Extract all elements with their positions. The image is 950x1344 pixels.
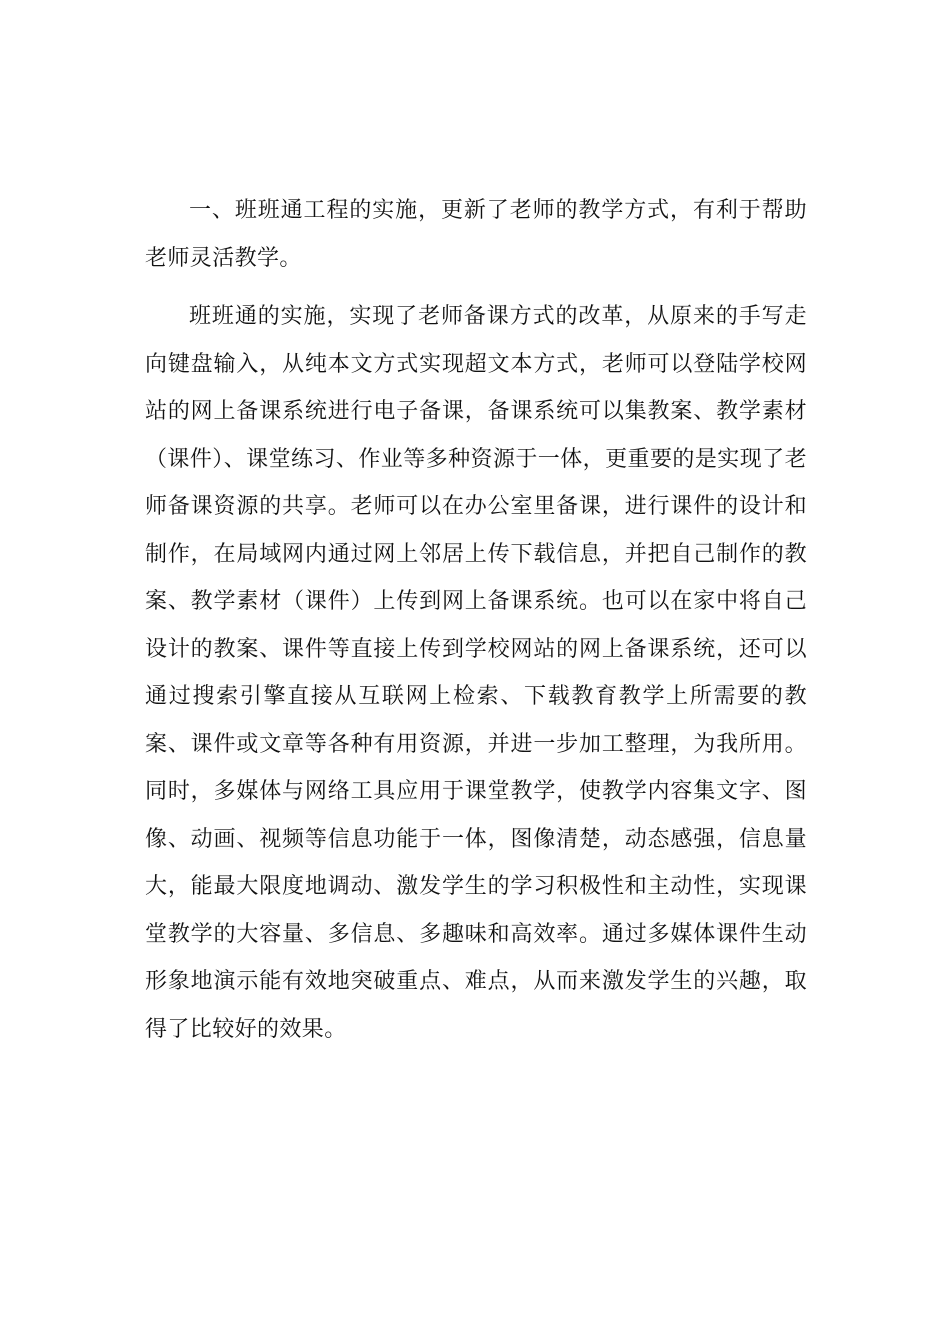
document-body — [145, 187, 807, 1053]
paragraph-body: 班班通的实施，实现了老师备课方式的改革，从原来的手写走向键盘输入，从纯本文方式实现超文本方式，老师可以登陆学校网站的网上备课系统进行电子备课，备课系统可以集教案、教学素材（课件）、课堂练习、作业等多种资源于一体，更重要的是实现了老师备课资源的共享。老师可以在办公室里备课，进行课件的设计和制作，在局域网内通过网上邻居上传下载信息，并把自己制作的教案、教学素材（课件）上传到网上备课系统。也可以在家中将自己设计的教案、课件等直接上传到学校网站的网上备课系统，还可以通过搜索引擎直接从互联网上检索、下载教育教学上所需要的教案、课件或文章等各种有用资源，并进一步加工整理，为我所用。同时，多媒体与网络工具应用于课堂教学，使教学内容集文字、图像、动画、视频等信息功能于一体，图像清楚，动态感强，信息量大，能最大限度地调动、激发学生的学习积极性和主动性，实现课堂教学的大容量、多信息、多趣味和高效率。通过多媒体课件生动形象地演示能有效地突破重点、难点，从而来激发学生的兴趣，取得了比较好的效果。 — [145, 304, 807, 1042]
paragraph-heading: 一、班班通工程的实施，更新了老师的教学方式，有利于帮助老师灵活教学。 — [145, 198, 807, 271]
